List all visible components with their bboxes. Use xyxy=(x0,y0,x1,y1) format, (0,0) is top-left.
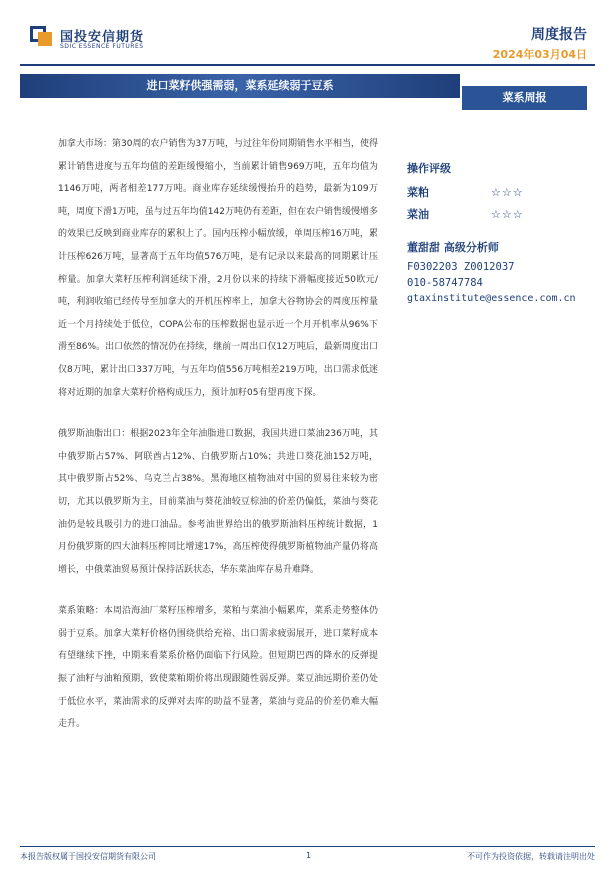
analyst-info xyxy=(407,239,612,304)
page-number: 1 xyxy=(306,851,312,860)
company-name: 国投安信期货 xyxy=(60,30,145,45)
footer-copyright: 本报告版权属于国投安信期货有限公司 xyxy=(20,852,156,861)
analyst-email[interactable]: gtaxinstitute@essence.com.cn xyxy=(407,293,576,304)
rating-row xyxy=(407,204,607,226)
report-body xyxy=(58,133,378,755)
header-divider xyxy=(20,64,595,66)
report-title: 进口菜籽供强需弱，菜系延续弱于豆系 xyxy=(20,74,460,98)
company-logo-icon xyxy=(30,26,54,48)
footer-divider xyxy=(20,846,595,847)
report-category-tag: 菜系周报 xyxy=(462,86,587,110)
rating-item-name: 菜粕 xyxy=(407,186,429,199)
paragraph-canada-market: 加拿大市场：第30周的农户销售为37万吨，与过往年份同期销售水平相当，使得累计销售进度与五年均值的差距缓慢缩小，当前累计销售969万吨，五年均值为1146万吨，两者相差177万吨。商业库存延续缓慢抬升的趋势，最新为109万吨，周度下滑1万吨，虽与过五年均值142万吨仍有差距，但在农户销售缓慢增多的效果已反映到商业库存的累积上了。国内压榨小幅放缓，单周压榨16万吨，累计压榨626万吨，显著高于五年均值576万吨，是有记录以来最高的同期累计压榨量。加拿大菜籽压榨利润延续下滑，2月份以来的持续下滑幅度接近50欧元/吨，利润收缩已经传导至加拿大的开机压榨率上，加拿大谷物协会的周度压榨量近一个月持续处于低位，COPA公布的压榨数据也显示近一个月开机率从96%下滑至86%。出口依然的情况仍在持续，继前一周出口仅12万吨后，最新周度出口仅8万吨，累计出口337万吨，与五年均值556万吨相差219万吨，出口需求低迷将对近期的加拿大菜籽价格构成压力，预计加籽05有望再度下探。 xyxy=(58,139,378,398)
report-type: 周度报告 xyxy=(531,27,587,43)
rating-row xyxy=(407,182,607,204)
analyst-name: 董甜甜 高级分析师 xyxy=(407,241,499,254)
paragraph-rapeseed-strategy: 菜系策略：本周沿海油厂菜籽压榨增多，菜粕与菜油小幅累库，菜系走势整体仍弱于豆系。加拿大菜籽价格仍围绕供给充裕、出口需求疲弱展开，进口菜籽成本有望继续下挫，中期来看菜系价格仍面临下行风险。但短期巴西的降水的反弹提振了油籽与油粕预期，致使菜粕期价将出现跟随性弱反弹。菜豆油远期价差仍处于低位水平，菜油需求的反弹对去库的助益不显著，菜油与竞品的价差仍难大幅走升。 xyxy=(58,606,378,730)
rating-item-name: 菜油 xyxy=(407,208,429,221)
analyst-license: F0302203 Z0012037 xyxy=(407,261,515,273)
paragraph-russia-oil-export: 俄罗斯油脂出口：根据2023年全年油脂进口数据，我国共进口菜油236万吨，其中俄罗斯占57%、阿联酋占12%、白俄罗斯占10%；共进口葵花油152万吨，其中俄罗斯占52%、乌克兰占38%。黑海地区植物油对中国的贸易往来较为密切，尤其以俄罗斯为主，目前菜油与葵花油较豆棕油的价差仍偏低，菜油与葵花油仍是较具吸引力的进口油品。参考油世界给出的俄罗斯油料压榨统计数据，1月份俄罗斯的四大油料压榨同比增速17%，高压榨使得俄罗斯植物油产量仍将高增长，中俄菜油贸易预计保持活跃状态，华东菜油库存易升难降。 xyxy=(58,429,378,575)
rating-heading: 操作评级 xyxy=(407,162,451,175)
rating-panel xyxy=(407,160,607,226)
report-date: 2024年03月04日 xyxy=(492,48,587,61)
rating-stars-icon: ☆☆☆ xyxy=(491,208,524,221)
rating-stars-icon: ☆☆☆ xyxy=(491,186,524,199)
company-name-en: SDIC ESSENCE FUTURES xyxy=(60,43,144,50)
footer-disclaimer: 不可作为投资依据，转载请注明出处 xyxy=(467,852,595,861)
analyst-phone: 010-58747784 xyxy=(407,277,483,289)
